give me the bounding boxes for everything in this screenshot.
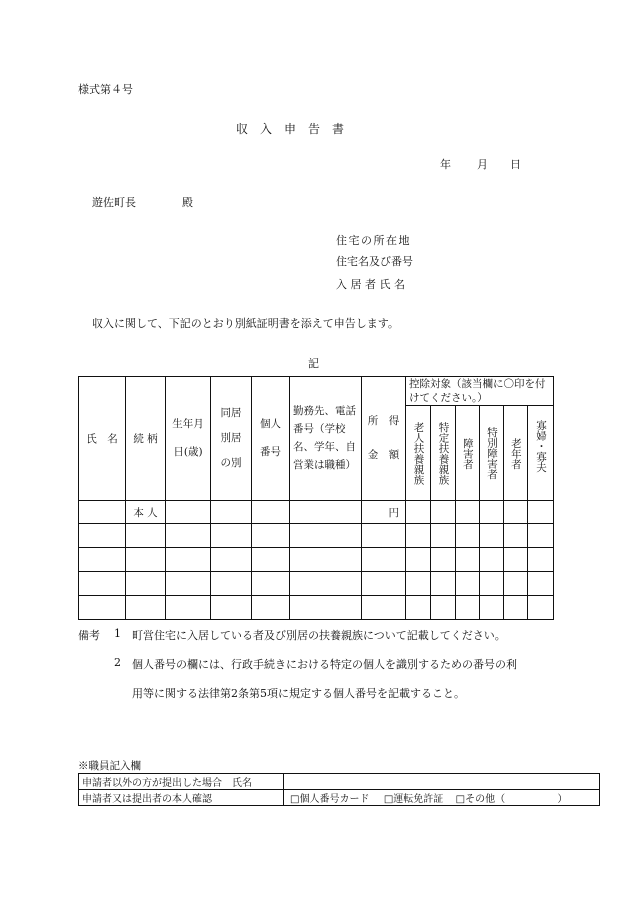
sub-widow: 寡婦・寡夫 [528,406,554,501]
address-label: 住宅の所在地 [336,234,411,247]
note-1-text: 町営住宅に入居している者及び別居の扶養親族について記載してください。 [132,629,506,642]
sub-special-disabled: 特別障害者 [480,406,504,501]
note-1-number: 1 [114,627,121,640]
staff-section-title: ※職員記入欄 [78,760,141,772]
sub-disabled: 障害者 [456,406,480,501]
header-deduction: 控除対象（該当欄に〇印を付けてください。） [406,377,554,406]
header-relation: 続 柄 [126,377,166,501]
sub-elderly-dependent: 老人扶養親族 [406,406,431,501]
date-year-label: 年 [440,158,451,171]
date-month-label: 月 [477,158,488,171]
staff-row1-value[interactable] [284,774,600,790]
mynumber-card-checkbox[interactable]: □個人番号カード [290,794,370,805]
occupant-name-label: 入 居 者 氏 名 [336,278,405,291]
table-row [79,501,554,524]
sub-elderly: 老年者 [504,406,528,501]
header-birth: 生年月 日(歳) [166,377,211,501]
header-workplace: 勤務先、電話番号（学校名、学年、自営業は職種） [290,377,362,501]
other-close-paren: ） [557,794,568,805]
staff-table [78,773,600,806]
staff-row2-options [284,790,600,806]
addressee-name: 遊佐町長 [92,196,136,209]
staff-row2-label: 申請者又は提出者の本人確認 [79,790,284,806]
other-checkbox[interactable]: □その他（ [455,794,506,805]
addressee-honorific: 殿 [182,196,193,209]
license-checkbox[interactable]: □運転免許証 [383,794,444,805]
ki-heading: 記 [308,357,319,370]
form-number: 様式第４号 [78,83,133,96]
table-row [79,548,554,572]
income-table [78,376,554,620]
table-row [79,524,554,548]
header-income: 所 得 金 額 [362,377,406,501]
house-label: 住宅名及び番号 [336,255,413,268]
header-name: 氏 名 [79,377,126,501]
header-mynumber: 個人 番号 [252,377,290,501]
date-day-label: 日 [510,158,521,171]
sub-specific-dependent: 特定扶養親族 [431,406,456,501]
note-2-number: 2 [114,656,121,669]
staff-row1-label: 申請者以外の方が提出した場合 氏名 [79,774,284,790]
notes-label: 備考 [78,629,100,642]
note-2-text-line1: 個人番号の欄には、行政手続きにおける特定の個人を識別するための番号の利 [132,658,517,671]
page-title: 収 入 申 告 書 [236,122,345,136]
table-row [79,596,554,620]
intro-text: 収入に関して、下記のとおり別紙証明書を添えて申告します。 [92,317,399,330]
header-cohabitation: 同居 別居 の別 [211,377,252,501]
yen-unit: 円 [362,501,406,524]
table-row [79,572,554,596]
row-relation-self: 本 人 [126,501,166,524]
note-2-text-line2: 用等に関する法律第2条第5項に規定する個人番号を記載すること。 [132,687,465,700]
